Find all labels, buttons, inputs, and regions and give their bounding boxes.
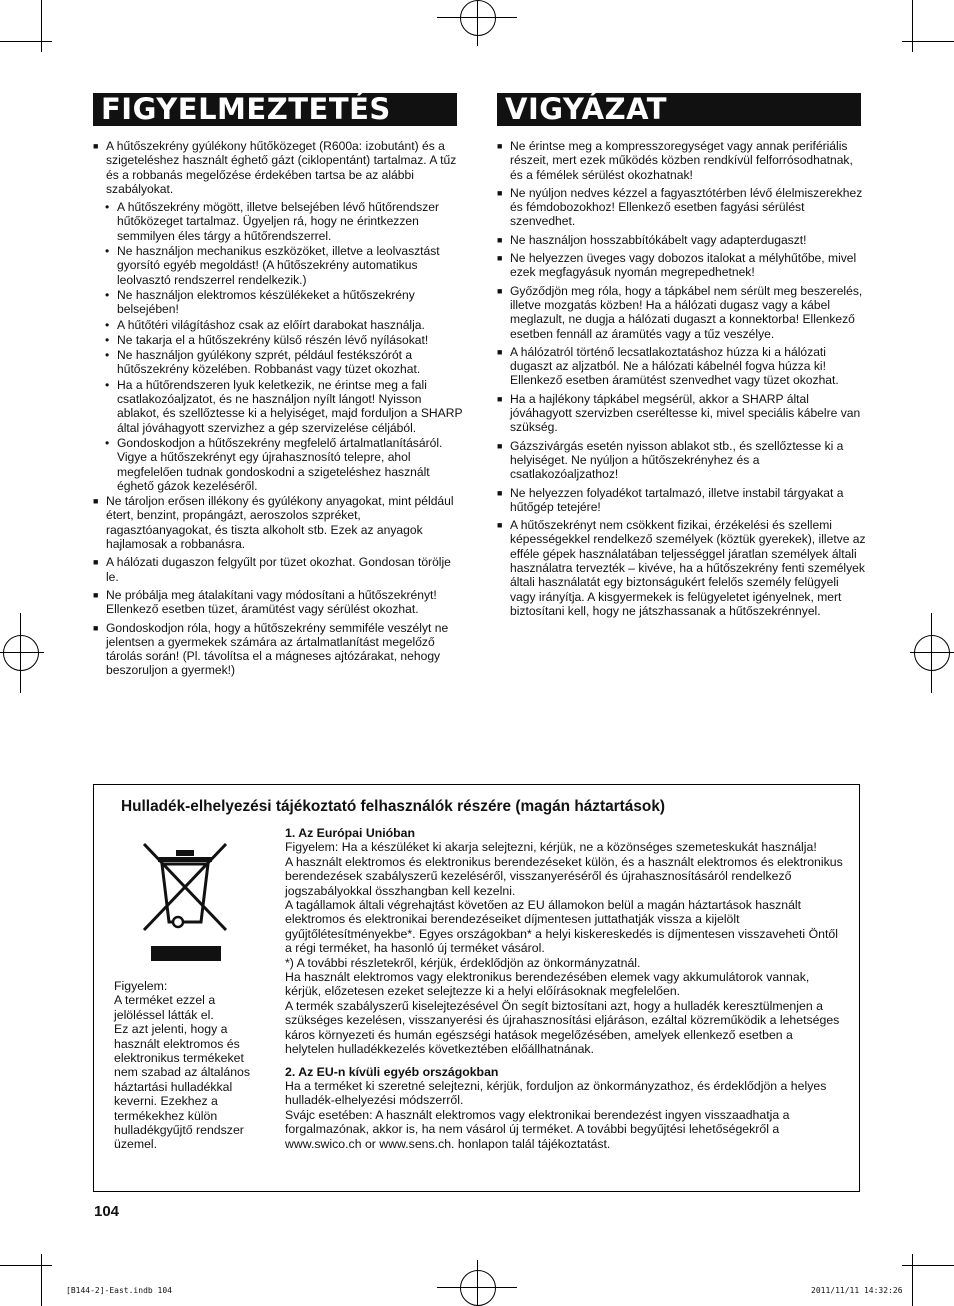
disposal-paragraph: Ha használt elektromos vagy elektronikus berendezésében elemek vagy akkumulátorok vannak, kérjük, előzetesen ezeket selejtezze ki a helyi előírásoknak megfelelően. xyxy=(285,970,810,999)
caution-item: ■ Ne használjon hosszabbítókábelt vagy adapterdugaszt! xyxy=(497,233,867,247)
caution-item: ■ Ne helyezzen üveges vagy dobozos italokat a mélyhűtőbe, mivel ezek megfagyásuk nyomán megrepedhetnek! xyxy=(497,251,867,280)
disposal-paragraph: Svájc esetében: A használt elektromos vagy elektronikai berendezést ingyen visszaadhatja a forgalmazónak, akkor is, ha nem vásárol új terméket. A további begyűjtési lehetőségekről a www.swico.ch or www.sens.ch. honlapon talál tájékoztatást. xyxy=(285,1107,790,1151)
disposal-paragraph: Figyelem: Ha a készüléket ki akarja selejtezni, kérjük, ne a közönséges szemeteskukát használja! xyxy=(285,840,817,855)
warning-item: • Ne takarja el a hűtőszekrény külső részén lévő nyílásokat! xyxy=(93,333,465,347)
caution-item: ■ Gázszivárgás esetén nyisson ablakot stb., és szellőztesse ki a helyiséget. Ne nyúljon a hűtőszekrényhez és a csatlakozóaljzathoz! xyxy=(497,439,867,482)
warning-list xyxy=(93,139,465,678)
disposal-text xyxy=(285,826,845,1151)
warning-banner: FIGYELMEZTETÉS xyxy=(93,93,457,126)
disposal-title: Hulladék-elhelyezési tájékoztató felhasználók részére (magán háztartások) xyxy=(121,798,666,815)
footer-right: 2011/11/11 14:32:26 xyxy=(811,1286,903,1295)
warning-item: ■ Ne tároljon erősen illékony és gyúlékony anyagokat, mint például étert, benzint, propángázt, aeroszolos szpréket, ragasztóanyagokat, és tiszta alkoholt stb. Ezek az anyagok hajlamosak a robbanásra. xyxy=(93,494,465,551)
disposal-paragraph: A tagállamok általi végrehajtást követően az EU államokon belül a magán háztartások használt elektromos és elektronikai berendezéseiket díjmentesen juttathatják vissza a kijelölt gyűjtőlétesítményekbe*. Egyes országokban* a helyi kiskereskedés is díjmentesen visszaveheti Öntől a régi terméket, ha hasonló új terméket vásárol. xyxy=(285,898,838,956)
caution-item: ■ Ha a hajlékony tápkábel megsérül, akkor a SHARP által jóváhagyott szervizben cseréltesse ki, mivel speciális kábelre van szükség. xyxy=(497,392,867,435)
crossed-bin-icon xyxy=(140,840,230,965)
caution-item: ■ Győződjön meg róla, hogy a tápkábel nem sérült meg beszerelés, illetve mozgatás közben! Ha a hálózati dugasz vagy a kábel meglazult, ne dugja a hálózati dugaszt a konnektorba! Ellenkező esetben fennáll az áramütés vagy a tűz veszélye. xyxy=(497,284,867,341)
warning-item: • A hűtőtéri világításhoz csak az előírt darabokat használja. xyxy=(93,318,465,332)
warning-item: ■ A hűtőszekrény gyúlékony hűtőközeget (R600a: izobutánt) és a szigeteléshez használt éghető gázt (ciklopentánt) tartalmaz. A tűz és a robbanás megelőzése érdekében tartsa be az alábbi szabályokat. xyxy=(93,139,465,196)
warning-column xyxy=(93,139,465,682)
warning-item: • A hűtőszekrény mögött, illetve belsejében lévő hűtőrendszer hűtőközeget tartalmaz. Ügyeljen rá, hogy ne érintkezzen semmilyen éles tárgy a hűtőrendszerrel. xyxy=(93,200,465,243)
footer-left: [B144-2]-East.indb 104 xyxy=(66,1286,172,1295)
warning-item: • Ha a hűtőrendszeren lyuk keletkezik, ne érintse meg a fali csatlakozóaljzatot, és ne használjon nyílt lángot! Nyisson ablakot, és szellőztesse ki a helyiséget, majd forduljon a SHARP által jóváhagyott szervizhez a gép szervizelése céljából. xyxy=(93,378,465,435)
caution-column xyxy=(497,139,867,622)
warning-item: ■ A hálózati dugaszon felgyűlt por tüzet okozhat. Gondosan törölje le. xyxy=(93,555,465,584)
warning-item: • Ne használjon gyúlékony szprét, például festékszórót a hűtőszekrény közelében. Robbanást vagy tüzet okozhat. xyxy=(93,348,465,377)
disposal-paragraph: *) A további részletekről, kérjük, érdeklődjön az önkormányzatnál. xyxy=(285,955,641,970)
caution-item: ■ Ne nyúljon nedves kézzel a fagyasztótérben lévő élelmiszerekhez és fémdobozokhoz! Ellenkező esetben fagyási sérülést szenvedhet. xyxy=(497,186,867,229)
warning-item: • Ne használjon elektromos készülékeket a hűtőszekrény belsejében! xyxy=(93,288,465,317)
caution-item: ■ A hálózatról történő lecsatlakoztatáshoz húzza ki a hálózati dugaszt az aljzatból. Ne a hálózati kábelnél fogva húzza ki! Ellenkező esetben áramütést szenvedhet vagy tüzet okozhat. xyxy=(497,345,867,388)
disposal-paragraph: A használt elektromos és elektronikus berendezéseket külön, és a használt elektromos és elektronikus berendezések szabályszerű kezeléséről, visszanyeréséről és újrahasznosításáról rendelkező jogszabályokkal összhangban kell kezelni. xyxy=(285,854,843,898)
section1-heading: 1. Az Európai Unióban xyxy=(285,826,416,840)
caution-item: ■ A hűtőszekrényt nem csökkent fizikai, érzékelési és szellemi képességekkel rendelkező személyek (köztük gyerekek), illetve az efféle gépek használatában teljességgel járatlan személyek általi használatra tervezték – kivéve, ha a hűtőszekrény fenti személyek általi használatát egy biztonságukért felelős személy felügyeli vagy irányítja. A kisgyermekek is felügyeletet igényelnek, mert biztosítani kell, hogy ne játszhassanak a hűtőszekrénnyel. xyxy=(497,518,867,618)
warning-item: • Ne használjon mechanikus eszközöket, illetve a leolvasztást gyorsító egyéb megoldást! (A hűtőszekrény automatikus leolvasztó rendszerrel rendelkezik.) xyxy=(93,244,465,287)
section2-heading: 2. Az EU-n kívüli egyéb országokban xyxy=(285,1064,499,1079)
warning-item: • Gondoskodjon a hűtőszekrény megfelelő ártalmatlanításáról. Vigye a hűtőszekrényt egy újrahasznosító telepre, ahol megfelelően tudnak gondoskodni a szigeteléshez használt éghető gázok kezeléséről. xyxy=(93,436,465,493)
warning-item: ■ Gondoskodjon róla, hogy a hűtőszekrény semmiféle veszélyt ne jelentsen a gyermekek számára az ártalmatlanítást megelőző tárolás során! (Pl. távolítsa el a mágneses ajtózárakat, nehogy beszoruljon a gyermek!) xyxy=(93,621,465,678)
page-number: 104 xyxy=(94,1203,120,1220)
caution-banner: VIGYÁZAT xyxy=(497,93,861,126)
caution-item: ■ Ne érintse meg a kompresszoregységet vagy annak perifériális részeit, mert ezek működés közben rendkívül felforrósodhatnak, és a fémélek sérülést okozhatnak! xyxy=(497,139,867,182)
disposal-note: Figyelem: A terméket ezzel a jelöléssel látták el. Ez azt jelenti, hogy a használt elektromos és elektronikus termékeket nem szabad az általános háztartási hulladékkal keverni. Ezekhez a termékekhez külön hulladékgyűjtő rendszer üzemel. xyxy=(114,979,251,1152)
caution-item: ■ Ne helyezzen folyadékot tartalmazó, illetve instabil tárgyakat a hűtőgép tetejére! xyxy=(497,486,867,515)
disposal-paragraph: A termék szabályszerű kiselejtezésével Ön segít biztosítani azt, hogy a hulladék keresztülmenjen a szükséges kezelésen, visszanyerési és újrahasznosítási eljáráson, ezáltal közreműködik a lehetséges káros környezeti és humán egészségi hatások megelőzésében, amelyek ellenkező esetben a helytelen hulladékkezelés következtében előállhatnának. xyxy=(285,998,840,1057)
section2-body xyxy=(285,1079,845,1151)
section1-body xyxy=(285,840,845,1056)
warning-item: ■ Ne próbálja meg átalakítani vagy módosítani a hűtőszekrényt! Ellenkező esetben tüzet, áramütést vagy sérülést okozhat. xyxy=(93,588,465,617)
caution-list xyxy=(497,139,867,618)
disposal-paragraph: Ha a terméket ki szeretné selejtezni, kérjük, forduljon az önkormányzathoz, és érdeklődjön a helyes hulladék-elhelyezési módszerről. xyxy=(285,1078,827,1108)
